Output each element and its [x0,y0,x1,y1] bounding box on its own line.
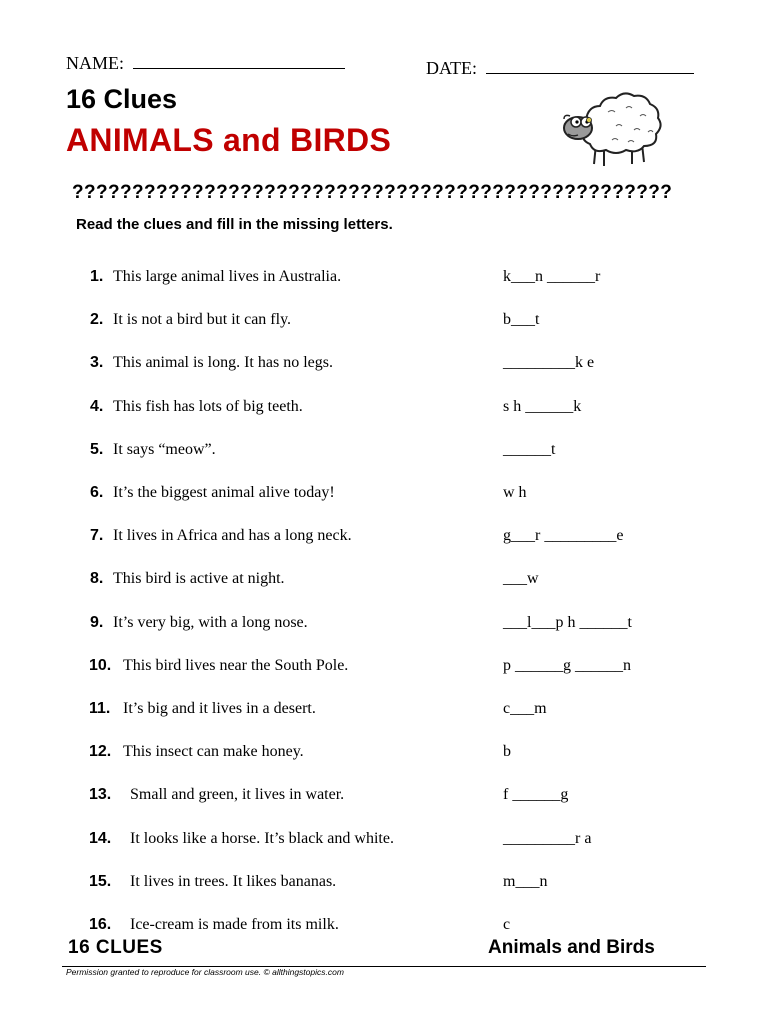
answer-blank[interactable]: b___t [503,311,540,328]
clue-row [0,482,768,506]
date-field [426,58,694,79]
clue-text: This animal is long. It has no legs. [113,354,333,371]
clue-text: Ice-cream is made from its milk. [130,916,339,933]
date-blank[interactable] [486,59,694,74]
footer-left: 16 CLUES [68,937,163,958]
clue-number: 7. [90,527,104,544]
clue-text: It’s big and it lives in a desert. [123,700,316,717]
clue-text: It lives in trees. It likes bananas. [130,873,337,890]
answer-blank[interactable]: c [503,916,511,933]
permission-note: Permission granted to reproduce for classroom use. © allthingstopics.com [66,967,344,977]
clue-text: It’s the biggest animal alive today! [113,484,335,501]
clue-row [0,439,768,463]
page-subtitle: 16 Clues [66,84,178,114]
date-label: DATE: [426,58,477,78]
clue-row [0,266,768,290]
footer-right: Animals and Birds [488,937,655,958]
name-label: NAME: [66,53,124,73]
clue-number: 1. [90,268,104,285]
clue-row [0,784,768,808]
answer-blank[interactable]: c___m [503,700,547,717]
clue-text: It’s very big, with a long nose. [113,614,308,631]
clue-number: 12. [89,743,112,760]
clue-number: 3. [90,354,104,371]
clue-text: This fish has lots of big teeth. [113,398,303,415]
clue-number: 4. [90,398,104,415]
clue-row [0,828,768,852]
clue-number: 6. [90,484,104,501]
answer-blank[interactable]: b [503,743,511,760]
clue-row [0,741,768,765]
clue-number: 15. [89,873,112,890]
sheep-icon [556,90,666,170]
clue-text: It is not a bird but it can fly. [113,311,292,328]
clue-row [0,352,768,376]
name-field [66,53,345,74]
clue-text: It lives in Africa and has a long neck. [113,527,352,544]
answer-blank[interactable]: ___l___p h ______t [503,614,632,631]
clue-number: 8. [90,570,104,587]
clue-number: 11. [89,700,111,717]
answer-blank[interactable]: _________r a [503,830,592,847]
clue-text: It says “meow”. [113,441,216,458]
instructions: Read the clues and fill in the missing letters. [76,216,393,233]
clue-text: This insect can make honey. [123,743,304,760]
answer-blank[interactable]: _________k e [503,354,595,371]
clue-row [0,914,768,938]
answer-blank[interactable]: ______t [503,441,556,458]
answer-blank[interactable]: k___n ______r [503,268,601,285]
clue-number: 10. [89,657,112,674]
clue-number: 5. [90,441,104,458]
answer-blank[interactable]: p ______g ______n [503,657,631,674]
clue-row [0,612,768,636]
clue-number: 13. [89,786,112,803]
answer-blank[interactable]: g___r _________e [503,527,624,544]
clue-row [0,309,768,333]
clue-row [0,871,768,895]
clue-number: 16. [89,916,112,933]
answer-blank[interactable]: s h ______k [503,398,582,415]
clue-text: This bird is active at night. [113,570,285,587]
question-marks: ?????????????????????????????????????????????????? [72,182,673,203]
answer-blank[interactable]: f ______g [503,786,569,803]
clue-text: This large animal lives in Australia. [113,268,342,285]
clue-number: 14. [89,830,112,847]
answer-blank[interactable]: w h [503,484,527,501]
clue-row [0,698,768,722]
clue-text: Small and green, it lives in water. [130,786,345,803]
answer-blank[interactable]: m___n [503,873,548,890]
clue-row [0,655,768,679]
clue-text: This bird lives near the South Pole. [123,657,349,674]
page-title: ANIMALS and BIRDS [66,122,392,158]
clue-text: It looks like a horse. It’s black and white. [130,830,394,847]
name-blank[interactable] [133,54,345,69]
clue-number: 9. [90,614,104,631]
answer-blank[interactable]: ___w [503,570,539,587]
clue-row [0,525,768,549]
clue-row [0,396,768,420]
clue-row [0,568,768,592]
clue-number: 2. [90,311,104,328]
